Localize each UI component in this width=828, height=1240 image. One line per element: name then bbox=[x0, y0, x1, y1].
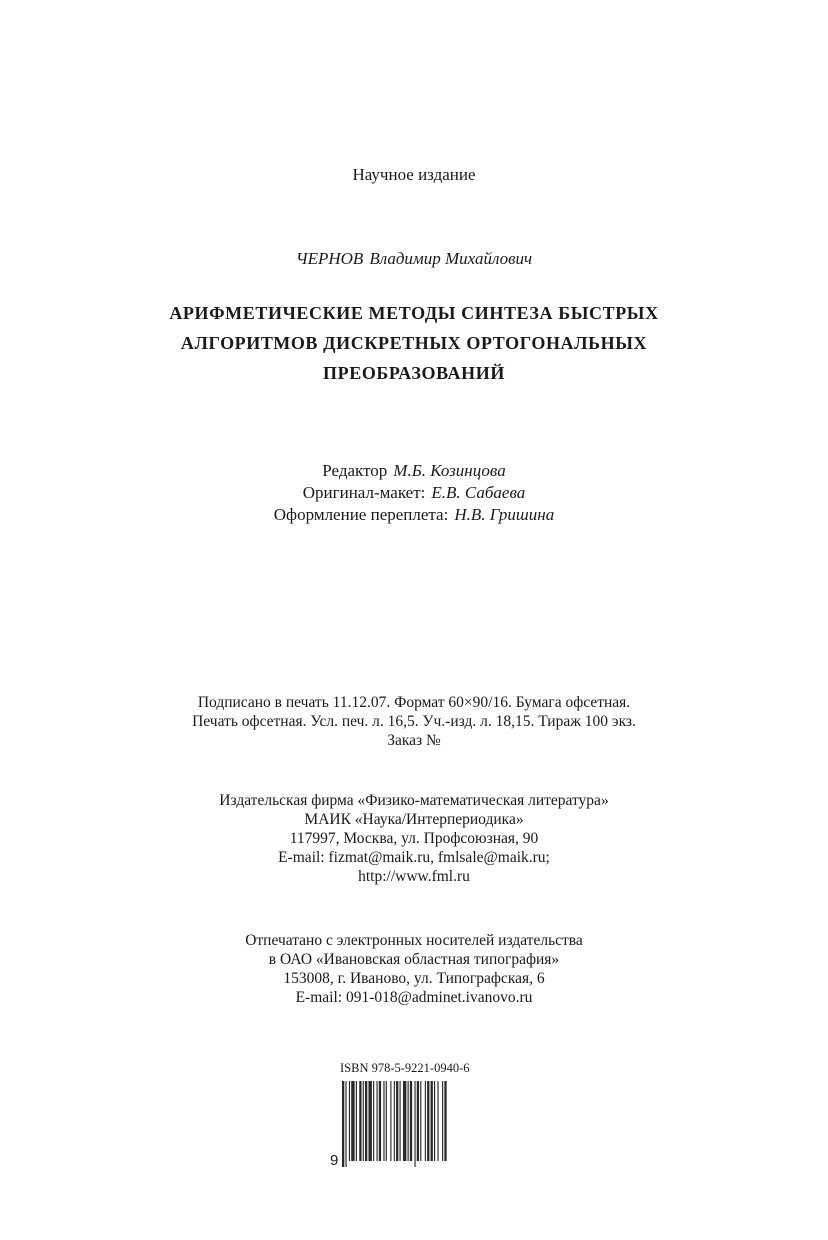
barcode-bar bbox=[342, 1081, 344, 1167]
barcode-bar bbox=[379, 1081, 381, 1161]
publisher-line-3: 117997, Москва, ул. Профсоюзная, 90 bbox=[289, 830, 539, 847]
credit-role: Редактор bbox=[322, 461, 388, 480]
credit-editor bbox=[0, 461, 828, 481]
printer-line-3: 153008, г. Иваново, ул. Типографская, 6 bbox=[283, 970, 545, 987]
barcode-bar bbox=[365, 1081, 367, 1161]
credit-layout bbox=[0, 483, 828, 503]
barcode-bar bbox=[434, 1081, 435, 1161]
barcode-bar bbox=[356, 1081, 357, 1161]
publisher-website: http://www.fml.ru bbox=[358, 868, 470, 885]
barcode-bar bbox=[425, 1081, 426, 1161]
barcode-bar bbox=[400, 1081, 401, 1161]
isbn-label: ISBN 978-5-9221-0940-6 bbox=[340, 1061, 470, 1075]
printer-line-1: Отпечатано с электронных носителей издательства bbox=[245, 932, 583, 949]
printer-email: E-mail: 091-018@adminet.ivanovo.ru bbox=[295, 989, 533, 1006]
barcode-bar bbox=[442, 1081, 443, 1161]
barcode-bar bbox=[417, 1081, 419, 1161]
barcode-bar bbox=[359, 1081, 361, 1161]
barcode-bar bbox=[396, 1081, 398, 1161]
print-info-line-2: Печать офсетная. Усл. печ. л. 16,5. Уч.-изд. л. 18,15. Тираж 100 экз. bbox=[192, 713, 636, 730]
barcode-bar bbox=[437, 1081, 438, 1161]
credit-name: М.Б. Козинцова bbox=[393, 461, 506, 480]
barcode-bars bbox=[342, 1081, 447, 1167]
barcode-bar bbox=[408, 1081, 409, 1161]
barcode-bar bbox=[414, 1081, 415, 1167]
barcode-bar bbox=[431, 1081, 433, 1161]
barcode-bar bbox=[394, 1081, 395, 1161]
barcode-bar bbox=[420, 1081, 421, 1161]
barcode-bar bbox=[410, 1081, 412, 1161]
author-line bbox=[0, 249, 828, 269]
title-line-2: АЛГОРИТМОВ ДИСКРЕТНЫХ ОРТОГОНАЛЬНЫХ bbox=[180, 333, 648, 353]
publisher-line-1: Издательская фирма «Физико-математическая литература» bbox=[219, 792, 609, 809]
barcode-bar bbox=[386, 1081, 387, 1161]
credit-name: Н.В. Гришина bbox=[454, 505, 555, 524]
barcode-bar bbox=[349, 1081, 350, 1161]
author-surname: ЧЕРНОВ bbox=[295, 249, 364, 268]
isbn-barcode bbox=[330, 1061, 500, 1171]
credit-role: Оригинал-макет: bbox=[302, 483, 426, 502]
credit-name: Е.В. Сабаева bbox=[431, 483, 526, 502]
series-label: Научное издание bbox=[352, 165, 476, 184]
barcode-leading-digit: 9 bbox=[330, 1152, 339, 1169]
barcode-bar bbox=[368, 1081, 371, 1161]
barcode-bar bbox=[444, 1081, 446, 1161]
barcode-bar bbox=[383, 1081, 384, 1161]
print-info-line-3: Заказ № bbox=[387, 732, 441, 749]
printer-line-2: в ОАО «Ивановская областная типография» bbox=[268, 951, 560, 968]
title-line-1: АРИФМЕТИЧЕСКИЕ МЕТОДЫ СИНТЕЗА БЫСТРЫХ bbox=[169, 303, 659, 323]
barcode-bar bbox=[351, 1081, 354, 1161]
barcode-bar bbox=[363, 1081, 364, 1161]
print-info-line-1: Подписано в печать 11.12.07. Формат 60×90/16. Бумага офсетная. bbox=[197, 694, 631, 711]
barcode-bar bbox=[403, 1081, 406, 1161]
barcode-bar bbox=[373, 1081, 374, 1161]
barcode-bar bbox=[345, 1081, 346, 1167]
barcode-bar bbox=[427, 1081, 429, 1161]
publisher-email: E-mail: fizmat@maik.ru, fmlsale@maik.ru; bbox=[278, 849, 550, 866]
publisher-line-2: МАИК «Наука/Интерпериодика» bbox=[304, 811, 524, 828]
credit-role: Оформление переплета: bbox=[273, 505, 449, 524]
author-given-names: Владимир Михайлович bbox=[369, 249, 533, 268]
barcode-bar bbox=[390, 1081, 391, 1161]
barcode-bar bbox=[377, 1081, 378, 1161]
title-line-3: ПРЕОБРАЗОВАНИЙ bbox=[323, 363, 505, 383]
credit-cover bbox=[0, 505, 828, 525]
